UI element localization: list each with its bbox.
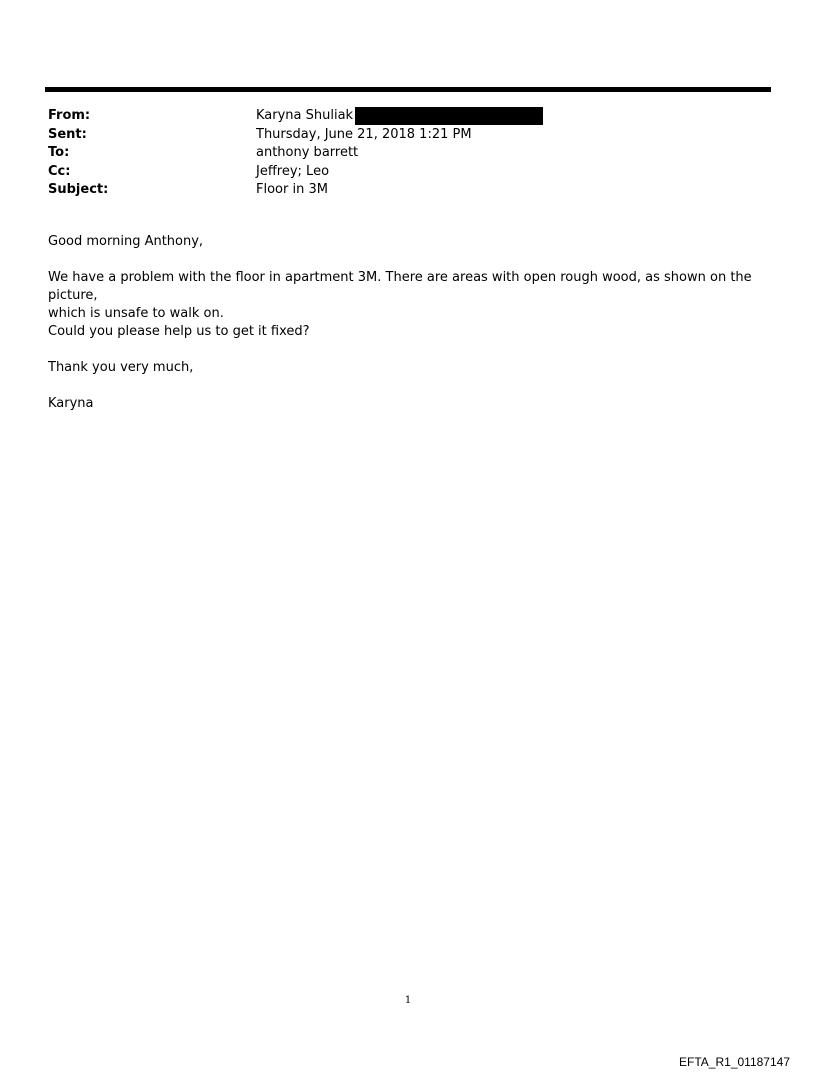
- header-divider: [45, 87, 771, 92]
- sender-name: Karyna Shuliak: [256, 108, 354, 123]
- from-value: [256, 107, 543, 126]
- sent-row: [48, 126, 543, 145]
- from-label: From:: [48, 108, 91, 123]
- subject-label: Subject:: [48, 182, 109, 197]
- email-header: [48, 107, 543, 200]
- body-line: which is unsafe to walk on.: [48, 306, 224, 321]
- signature: Karyna: [48, 396, 94, 411]
- subject-row: [48, 181, 543, 200]
- closing: Thank you very much,: [48, 360, 194, 375]
- sent-label: Sent:: [48, 126, 87, 142]
- page-number: 1: [404, 995, 412, 1006]
- greeting: Good morning Anthony,: [48, 234, 204, 249]
- to-label: To:: [48, 145, 70, 160]
- redaction-block: [355, 107, 543, 125]
- paragraph-gap: [48, 341, 768, 359]
- to-row: [48, 144, 543, 163]
- from-row: [48, 107, 543, 126]
- cc-value: Jeffrey; Leo: [256, 163, 330, 179]
- paragraph-gap: [48, 251, 768, 269]
- body-line: We have a problem with the floor in apartment 3M. There are areas with open rough wood, as shown on the picture,: [48, 270, 752, 303]
- body-line: Could you please help us to get it fixed?: [48, 324, 310, 339]
- email-body: [48, 233, 768, 413]
- subject-value: Floor in 3M: [256, 182, 328, 197]
- to-value: anthony barrett: [256, 145, 359, 160]
- cc-row: [48, 163, 543, 182]
- document-id: EFTA_R1_01187147: [679, 1055, 790, 1069]
- paragraph-gap: [48, 377, 768, 395]
- sent-value: Thursday, June 21, 2018 1:21 PM: [256, 126, 472, 142]
- cc-label: Cc:: [48, 163, 71, 179]
